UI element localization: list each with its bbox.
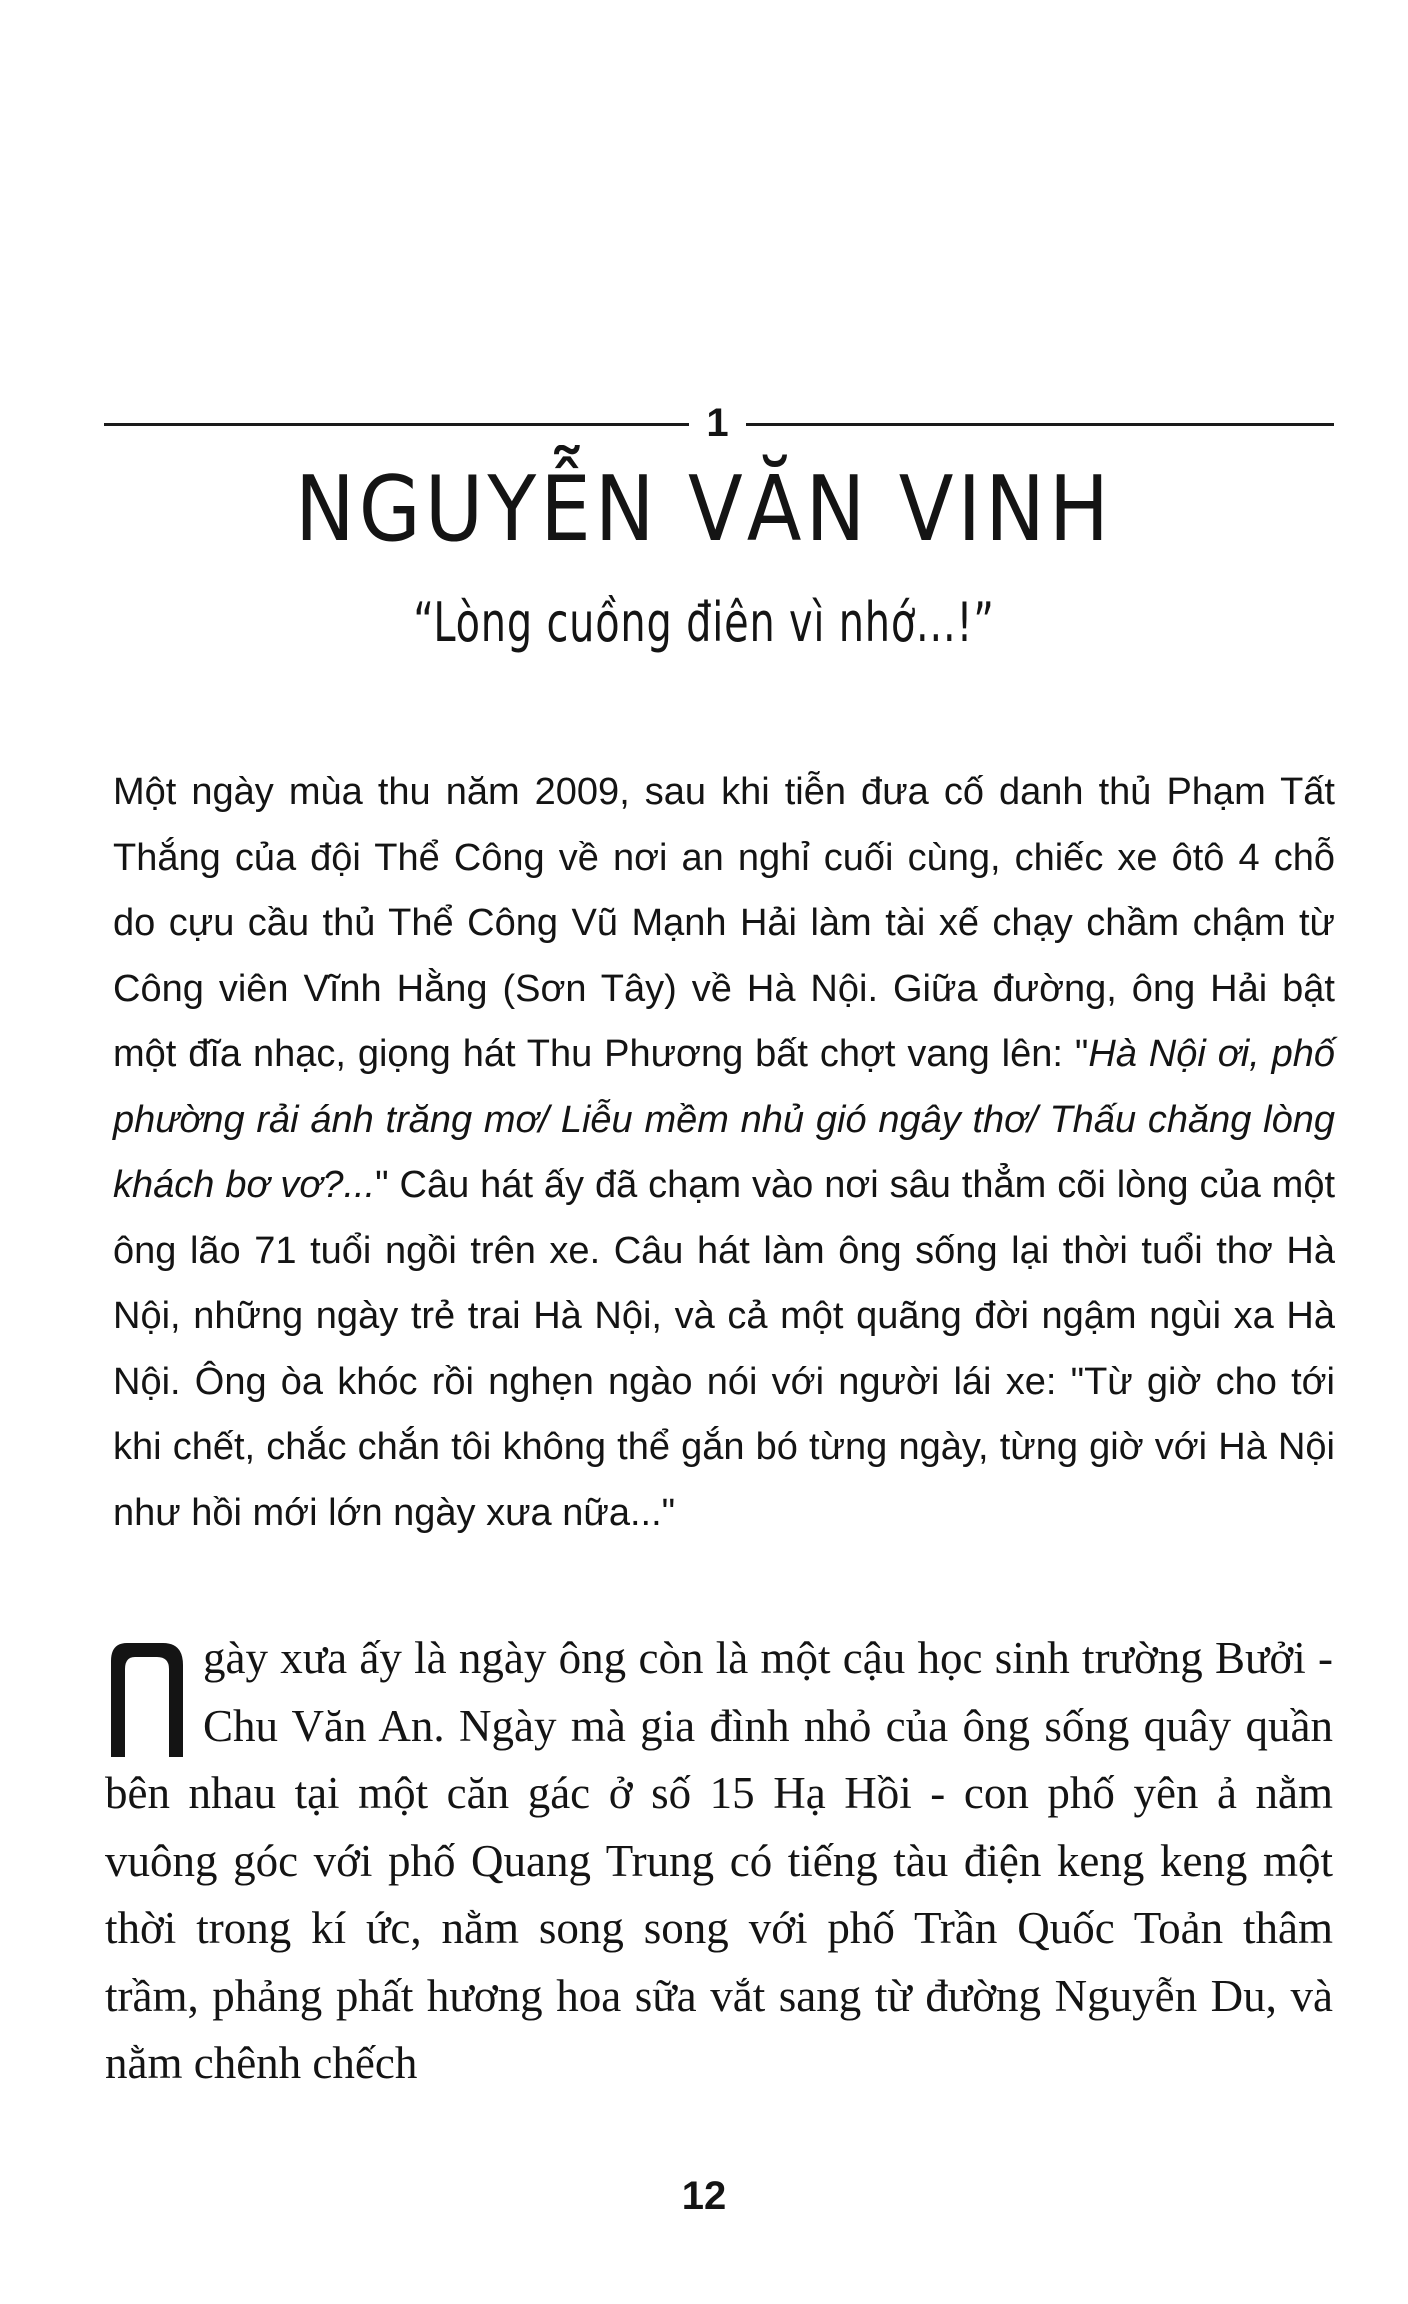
song-lyric-quote: Hà Nội ơi, phố phường rải ánh trăng mơ/ Liễu mềm nhủ gió ngây thơ/ Thấu chăng lòng khách bơ vơ?... — [113, 1033, 1335, 1206]
intro-text-part-2: " Câu hát ấy đã chạm vào nơi sâu thẳm cõi lòng của một ông lão 71 tuổi ngồi trên xe. Câu hát làm ông sống lại thời tuổi thơ Hà Nội, những ngày trẻ trai Hà Nội, và cả một quãng đời ngậm ngùi xa Hà Nội. Ông òa khóc rồi nghẹn ngào nói với người lái xe: "Từ giờ cho tới khi chết, chắc chắn tôi không thể gắn bó từng ngày, từng giờ với Hà Nội như hồi mới lớn ngày xưa nữa..." — [113, 1164, 1336, 1534]
drop-cap-letter — [105, 1639, 187, 1757]
drop-cap-glyph — [105, 1639, 187, 1757]
chapter-divider — [104, 401, 1334, 445]
divider-line-right — [746, 423, 1334, 426]
chapter-number: 1 — [706, 401, 729, 445]
body-text: gày xưa ấy là ngày ông còn là một cậu học sinh trường Bưởi - Chu Văn An. Ngày mà gia đình nhỏ của ông sống quây quần bên nhau tại một căn gác ở số 15 Hạ Hồi - con phố yên ả nằm vuông góc với phố Quang Trung có tiếng tàu điện keng keng một thời trong kí ức, nằm song song với phố Trần Quốc Toản thâm trầm, phảng phất hương hoa sữa vắt sang từ đường Nguyễn Du, và nằm chênh chếch — [105, 1633, 1333, 2088]
divider-line-left — [104, 423, 689, 426]
body-paragraph — [105, 1625, 1333, 2098]
intro-text-part-1: Một ngày mùa thu năm 2009, sau khi tiễn đưa cố danh thủ Phạm Tất Thắng của đội Thể Công về nơi an nghỉ cuối cùng, chiếc xe ôtô 4 chỗ do cựu cầu thủ Thể Công Vũ Mạnh Hải làm tài xế chạy chầm chậm từ Công viên Vĩnh Hằng (Sơn Tây) về Hà Nội. Giữa đường, ông Hải bật một đĩa nhạc, giọng hát Thu Phương bất chợt vang lên: " — [113, 771, 1335, 1075]
chapter-subtitle: “Lòng cuồng điên vì nhớ...!” — [413, 591, 995, 654]
page-number: 12 — [681, 2174, 727, 2218]
intro-paragraph — [113, 760, 1335, 1546]
chapter-title: NGUYỄN VĂN VINH — [294, 457, 1114, 562]
